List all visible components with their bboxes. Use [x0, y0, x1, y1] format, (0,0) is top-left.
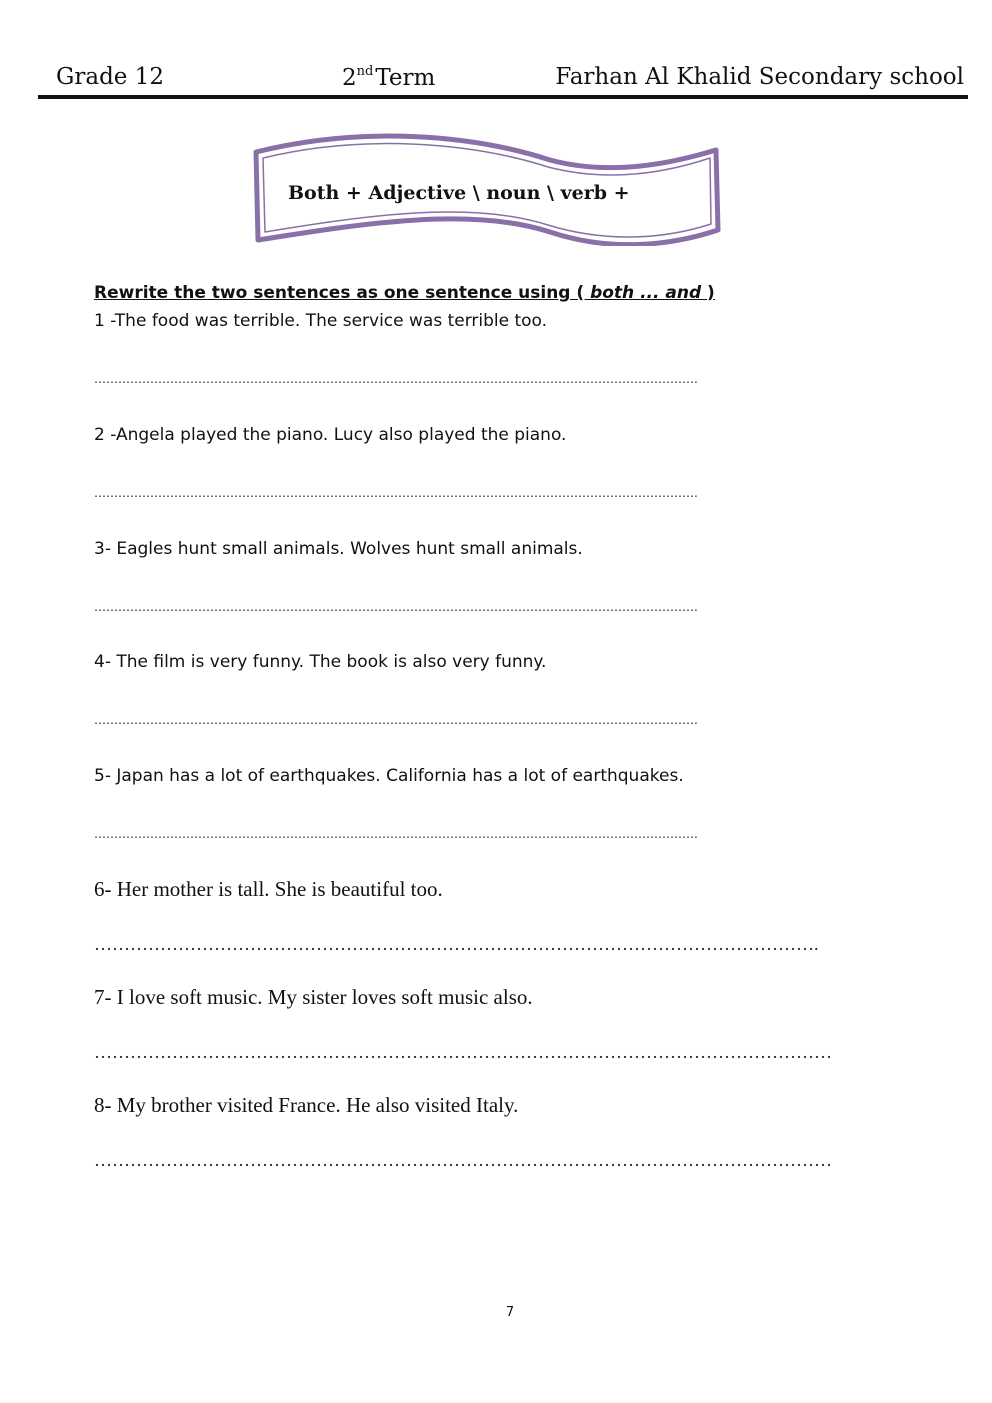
answer-line-1[interactable]: ……………………………………………………………………………………………………………………………………. [94, 372, 698, 386]
page-number: 7 [505, 1305, 515, 1320]
instruction-text [94, 283, 715, 303]
term-suffix: nd [356, 64, 374, 79]
question-8: 8- My brother visited France. He also visited Italy. [94, 1093, 519, 1117]
answer-line-7[interactable]: …………………………………………………………………………………………………………… [94, 1042, 832, 1062]
answer-line-3[interactable]: ……………………………………………………………………………………………………………………………………. [94, 600, 698, 614]
school-name: Farhan Al Khalid Secondary school [555, 64, 964, 90]
question-1: 1 -The food was terrible. The service was terrible too. [94, 311, 548, 331]
question-4: 4- The film is very funny. The book is also very funny. [94, 652, 547, 672]
question-5: 5- Japan has a lot of earthquakes. California has a lot of earthquakes. [94, 766, 684, 786]
answer-line-2[interactable]: ……………………………………………………………………………………………………………………………………. [94, 486, 698, 500]
question-7: 7- I love soft music. My sister loves soft music also. [94, 985, 533, 1009]
term-number: 2 [342, 65, 357, 91]
page-header [40, 58, 968, 96]
topic-banner [250, 130, 724, 246]
term-label [342, 64, 435, 91]
question-3: 3- Eagles hunt small animals. Wolves hunt small animals. [94, 539, 583, 559]
question-6: 6- Her mother is tall. She is beautiful too. [94, 877, 443, 901]
answer-line-6[interactable]: …………………………………………………………………………………………………………. [94, 934, 819, 954]
term-word: Term [375, 65, 436, 91]
answer-line-5[interactable]: ……………………………………………………………………………………………………………………………………. [94, 827, 698, 841]
instruction-italic: both ... and [590, 283, 708, 303]
header-divider [38, 95, 968, 99]
grade-label: Grade 12 [56, 64, 164, 90]
banner-title: Both + Adjective \ noun \ verb + [288, 182, 630, 204]
instruction-prefix: Rewrite the two sentences as one sentence using ( [94, 283, 591, 303]
answer-line-8[interactable]: …………………………………………………………………………………………………………… [94, 1150, 832, 1170]
instruction-suffix: ) [707, 283, 715, 303]
question-2: 2 -Angela played the piano. Lucy also played the piano. [94, 425, 567, 445]
answer-line-4[interactable]: ……………………………………………………………………………………………………………………………………. [94, 713, 698, 727]
